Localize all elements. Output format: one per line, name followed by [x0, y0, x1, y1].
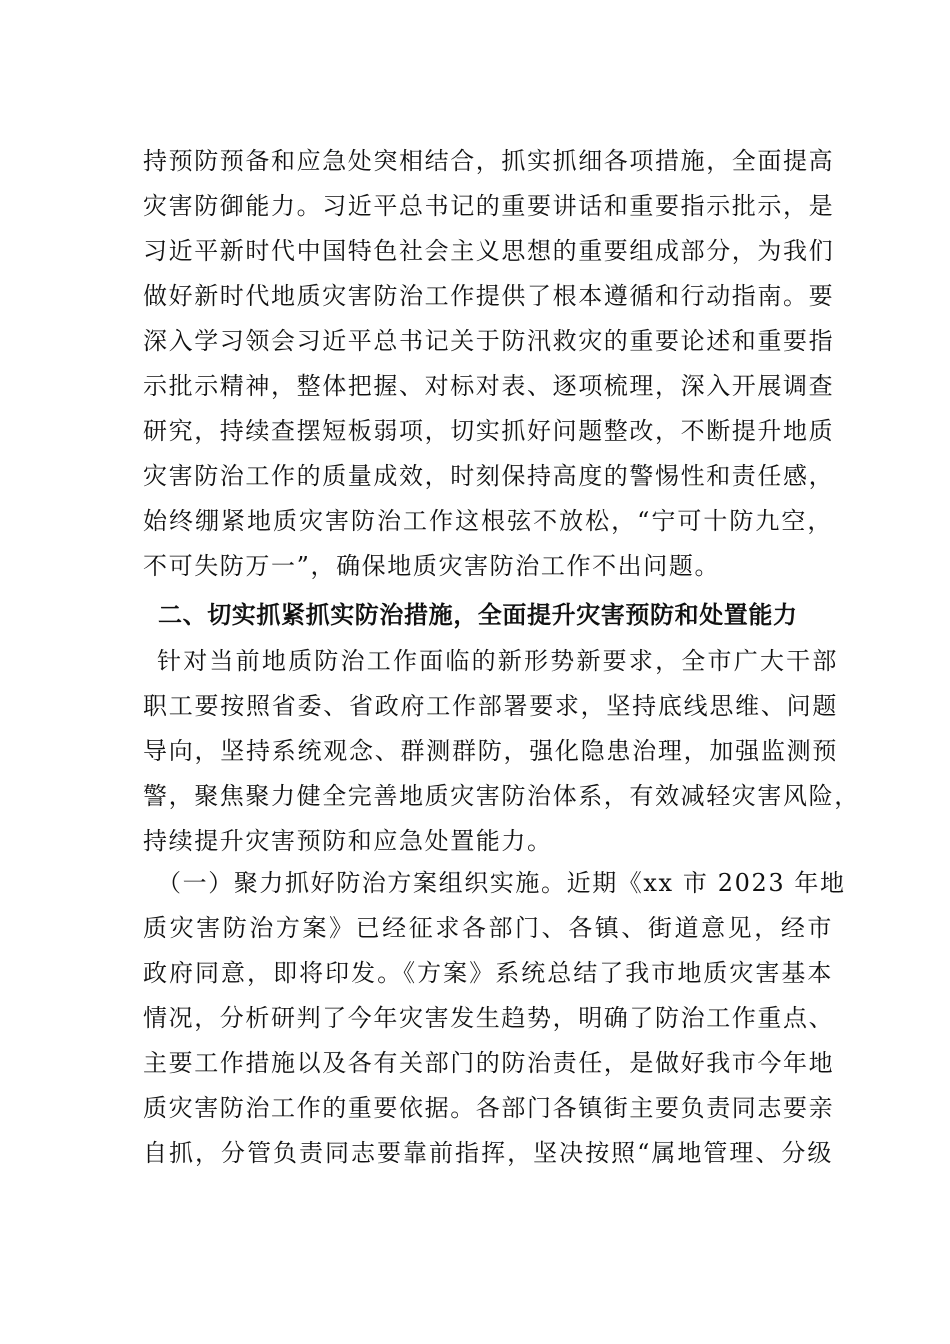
paragraph-2-line: 导向，坚持系统观念、群测群防，强化隐患治理，加强监测预 — [143, 737, 838, 765]
paragraph-3-line: 情况，分析研判了今年灾害发生趋势，明确了防治工作重点、 — [143, 1004, 835, 1032]
paragraph-1-line: 深入学习领会习近平总书记关于防汛救灾的重要论述和重要指 — [143, 327, 835, 355]
paragraph-1-line: 持预防预备和应急处突相结合，抓实抓细各项措施，全面提高 — [143, 147, 835, 175]
paragraph-1-line: 习近平新时代中国特色社会主义思想的重要组成部分，为我们 — [143, 237, 835, 265]
paragraph-3-line: 质灾害防治方案》已经征求各部门、各镇、街道意见，经市 — [143, 914, 833, 942]
paragraph-1-line: 研究，持续查摆短板弱项，切实抓好问题整改，不断提升地质 — [143, 417, 835, 445]
paragraph-3 — [143, 864, 846, 1172]
paragraph-3-line: 自抓，分管负责同志要靠前指挥，坚决按照“属地管理、分级 — [143, 1139, 833, 1167]
paragraph-2-line: 持续提升灾害预防和应急处置能力。 — [143, 827, 553, 855]
paragraph-1-line: 做好新时代地质灾害防治工作提供了根本遵循和行动指南。要 — [143, 282, 835, 310]
paragraph-2-line: 针对当前地质防治工作面临的新形势新要求，全市广大干部 — [157, 647, 838, 675]
section-heading — [158, 596, 838, 634]
paragraph-2-line: 警，聚焦聚力健全完善地质灾害防治体系，有效减轻灾害风险， — [143, 782, 860, 810]
paragraph-1-line: 灾害防治工作的质量成效，时刻保持高度的警惕性和责任感， — [143, 462, 835, 490]
paragraph-3-line: 主要工作措施以及各有关部门的防治责任，是做好我市今年地 — [143, 1049, 835, 1077]
paragraph-1-line: 示批示精神，整体把握、对标对表、逐项梳理，深入开展调查 — [143, 372, 835, 400]
paragraph-1-line: 始终绷紧地质灾害防治工作这根弦不放松，“宁可十防九空， — [143, 507, 833, 535]
paragraph-3-line: 质灾害防治工作的重要依据。各部门各镇街主要负责同志要亲 — [143, 1094, 835, 1122]
paragraph-1-line: 不可失防万一”，确保地质灾害防治工作不出问题。 — [143, 552, 721, 580]
paragraph-2 — [143, 642, 860, 860]
paragraph-3-line: 政府同意，即将印发。《方案》系统总结了我市地质灾害基本 — [143, 959, 833, 987]
paragraph-2-line: 职工要按照省委、省政府工作部署要求，坚持底线思维、问题 — [143, 692, 838, 720]
paragraph-1-line: 灾害防御能力。习近平总书记的重要讲话和重要指示批示，是 — [143, 192, 835, 220]
section-heading-text: 二、切实抓紧抓实防治措施，全面提升灾害预防和处置能力 — [158, 601, 798, 629]
paragraph-1 — [143, 142, 833, 585]
paragraph-3-line: （一）聚力抓好防治方案组织实施。近期《xx 市 2023 年地 — [157, 869, 846, 897]
